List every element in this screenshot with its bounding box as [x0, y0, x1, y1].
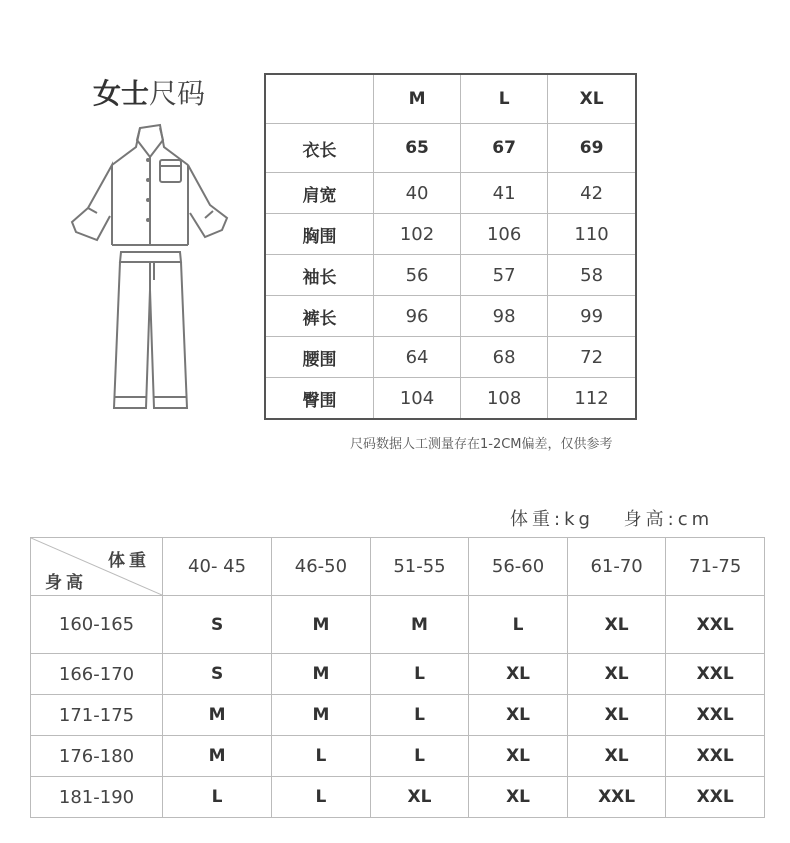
table-row	[265, 378, 636, 420]
table-row	[265, 214, 636, 255]
size-cell: XXL	[666, 596, 765, 654]
table-row	[265, 337, 636, 378]
size-cell: L	[272, 777, 371, 818]
header-cell: L	[461, 74, 548, 124]
size-cell: XL	[469, 736, 568, 777]
table-row	[31, 695, 765, 736]
size-cell: M	[370, 596, 469, 654]
value-cell: 110	[548, 214, 636, 255]
row-label: 肩宽	[265, 173, 374, 214]
size-recommendation-table	[30, 537, 765, 818]
weight-header: 46-50	[272, 538, 371, 596]
title-normal: 尺码	[149, 77, 206, 110]
value-cell: 102	[374, 214, 461, 255]
size-cell: XL	[370, 777, 469, 818]
size-cell: M	[272, 654, 371, 695]
size-cell: XL	[567, 596, 666, 654]
value-cell: 65	[374, 124, 461, 173]
value-cell: 42	[548, 173, 636, 214]
table-row	[265, 296, 636, 337]
header-cell: M	[374, 74, 461, 124]
height-cell: 176-180	[31, 736, 163, 777]
pajama-illustration-icon	[60, 115, 240, 415]
value-cell: 67	[461, 124, 548, 173]
weight-header: 56-60	[469, 538, 568, 596]
height-cell: 160-165	[31, 596, 163, 654]
size-cell: M	[272, 695, 371, 736]
size-cell: XL	[567, 654, 666, 695]
value-cell: 41	[461, 173, 548, 214]
title-bold: 女士	[93, 77, 150, 110]
size-cell: XXL	[666, 695, 765, 736]
size-cell: L	[370, 695, 469, 736]
row-label: 裤长	[265, 296, 374, 337]
value-cell: 96	[374, 296, 461, 337]
table-row	[265, 173, 636, 214]
size-cell: S	[163, 654, 272, 695]
measurement-table	[264, 73, 637, 420]
weight-header: 40- 45	[163, 538, 272, 596]
table-row	[31, 777, 765, 818]
size-cell: L	[370, 736, 469, 777]
page-title	[93, 72, 205, 112]
header-cell: XL	[548, 74, 636, 124]
size-cell: S	[163, 596, 272, 654]
size-cell: XL	[567, 695, 666, 736]
size-cell: M	[163, 736, 272, 777]
size-cell: XXL	[666, 777, 765, 818]
size-cell: L	[272, 736, 371, 777]
weight-unit: 体重:kg	[510, 509, 594, 530]
value-cell: 98	[461, 296, 548, 337]
value-cell: 58	[548, 255, 636, 296]
row-label: 胸围	[265, 214, 374, 255]
value-cell: 68	[461, 337, 548, 378]
value-cell: 40	[374, 173, 461, 214]
units-label	[510, 505, 713, 531]
row-label: 臀围	[265, 378, 374, 420]
value-cell: 104	[374, 378, 461, 420]
value-cell: 72	[548, 337, 636, 378]
corner-height-label: 身高	[45, 573, 87, 593]
value-cell: 56	[374, 255, 461, 296]
table-header-row	[31, 538, 765, 596]
value-cell: 64	[374, 337, 461, 378]
height-cell: 166-170	[31, 654, 163, 695]
table-row	[31, 596, 765, 654]
size-cell: M	[163, 695, 272, 736]
corner-weight-label: 体重	[108, 551, 150, 571]
size-cell: XL	[469, 654, 568, 695]
size-cell: XL	[567, 736, 666, 777]
value-cell: 106	[461, 214, 548, 255]
weight-header: 71-75	[666, 538, 765, 596]
value-cell: 108	[461, 378, 548, 420]
value-cell: 99	[548, 296, 636, 337]
row-label: 衣长	[265, 124, 374, 173]
value-cell: 57	[461, 255, 548, 296]
size-cell: M	[272, 596, 371, 654]
table-row	[31, 736, 765, 777]
value-cell: 112	[548, 378, 636, 420]
height-unit: 身高:cm	[623, 509, 714, 530]
size-cell: XXL	[666, 654, 765, 695]
measurement-note: 尺码数据人工测量存在1-2CM偏差，仅供参考	[350, 437, 613, 452]
table-row	[31, 654, 765, 695]
height-cell: 171-175	[31, 695, 163, 736]
row-label: 袖长	[265, 255, 374, 296]
size-cell: XL	[469, 777, 568, 818]
size-cell: XXL	[666, 736, 765, 777]
table-row	[265, 124, 636, 173]
size-cell: L	[163, 777, 272, 818]
weight-header: 51-55	[370, 538, 469, 596]
size-cell: XXL	[567, 777, 666, 818]
corner-cell	[31, 538, 163, 596]
header-blank	[265, 74, 374, 124]
size-cell: XL	[469, 695, 568, 736]
size-cell: L	[370, 654, 469, 695]
height-cell: 181-190	[31, 777, 163, 818]
table-row	[265, 255, 636, 296]
value-cell: 69	[548, 124, 636, 173]
table-header-row	[265, 74, 636, 124]
size-cell: L	[469, 596, 568, 654]
weight-header: 61-70	[567, 538, 666, 596]
row-label: 腰围	[265, 337, 374, 378]
